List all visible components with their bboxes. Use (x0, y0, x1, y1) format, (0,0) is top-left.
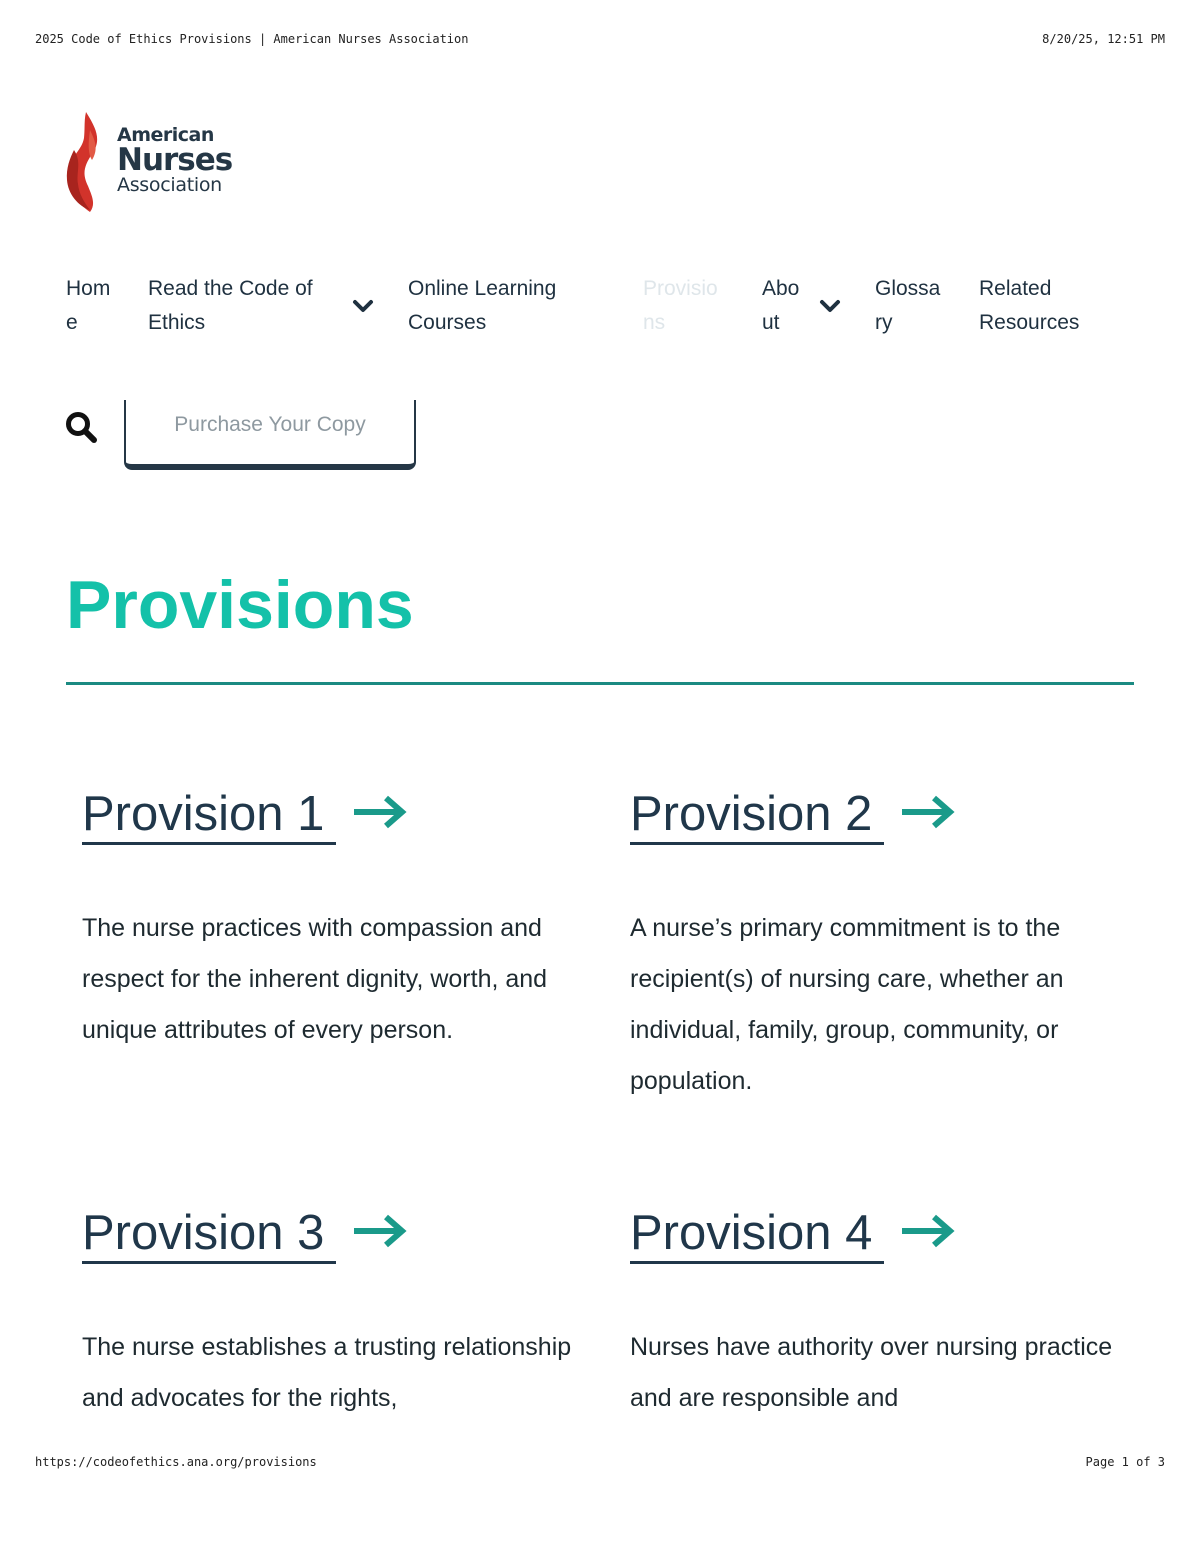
provision-card (82, 786, 582, 1056)
ana-logo[interactable] (62, 110, 237, 214)
arrow-right-icon[interactable] (900, 1213, 956, 1249)
chevron-down-icon[interactable] (819, 298, 841, 314)
print-url: https://codeofethics.ana.org/provisions (35, 1455, 317, 1469)
provision-1-link[interactable]: Provision 1 (82, 786, 336, 845)
provision-3-link[interactable]: Provision 3 (82, 1205, 336, 1264)
nav-glossary[interactable]: Glossary (875, 277, 941, 334)
provision-4-link[interactable]: Provision 4 (630, 1205, 884, 1264)
nav-home[interactable]: Home (66, 277, 111, 334)
provision-2-text: A nurse’s primary commitment is to the recipient(s) of nursing care, whether an individual, family, group, community, or population. (630, 914, 1064, 1095)
flame-logo-icon (62, 110, 112, 214)
page-title: Provisions (66, 567, 414, 643)
print-footer (0, 1455, 1200, 1479)
provision-3-text: The nurse establishes a trusting relationship and advocates for the rights, (82, 1333, 572, 1412)
nav-read-code[interactable]: Read the Code of Ethics (148, 277, 313, 334)
print-datetime: 8/20/25, 12:51 PM (1042, 32, 1165, 46)
logo-line-american: American (117, 124, 214, 146)
provision-1-text: The nurse practices with compassion and respect for the inherent dignity, worth, and unique attributes of every person. (82, 914, 548, 1044)
arrow-right-icon[interactable] (900, 794, 956, 830)
provision-4-text: Nurses have authority over nursing practice and are responsible and (630, 1333, 1113, 1412)
nav-provisions[interactable]: Provisions (643, 277, 718, 334)
print-page-number: Page 1 of 3 (1085, 1455, 1165, 1469)
nav-online-learning[interactable]: Online Learning Courses (408, 277, 557, 334)
nav-related-resources[interactable]: Related Resources (979, 277, 1080, 334)
nav-about[interactable]: About (762, 277, 800, 334)
logo-line-nurses: Nurses (117, 142, 233, 178)
logo-line-association: Association (117, 174, 222, 196)
print-page-title: 2025 Code of Ethics Provisions | American Nurses Association (35, 32, 469, 46)
arrow-right-icon[interactable] (352, 794, 408, 830)
main-nav (0, 272, 1200, 352)
provision-card (630, 786, 1130, 1107)
provision-2-link[interactable]: Provision 2 (630, 786, 884, 845)
arrow-right-icon[interactable] (352, 1213, 408, 1249)
print-header (0, 32, 1200, 56)
chevron-down-icon[interactable] (352, 298, 374, 314)
purchase-your-copy-button[interactable]: Purchase Your Copy (124, 400, 416, 470)
provision-card (82, 1205, 582, 1415)
provision-card (630, 1205, 1130, 1415)
title-divider (66, 682, 1134, 685)
search-icon[interactable] (64, 410, 98, 444)
